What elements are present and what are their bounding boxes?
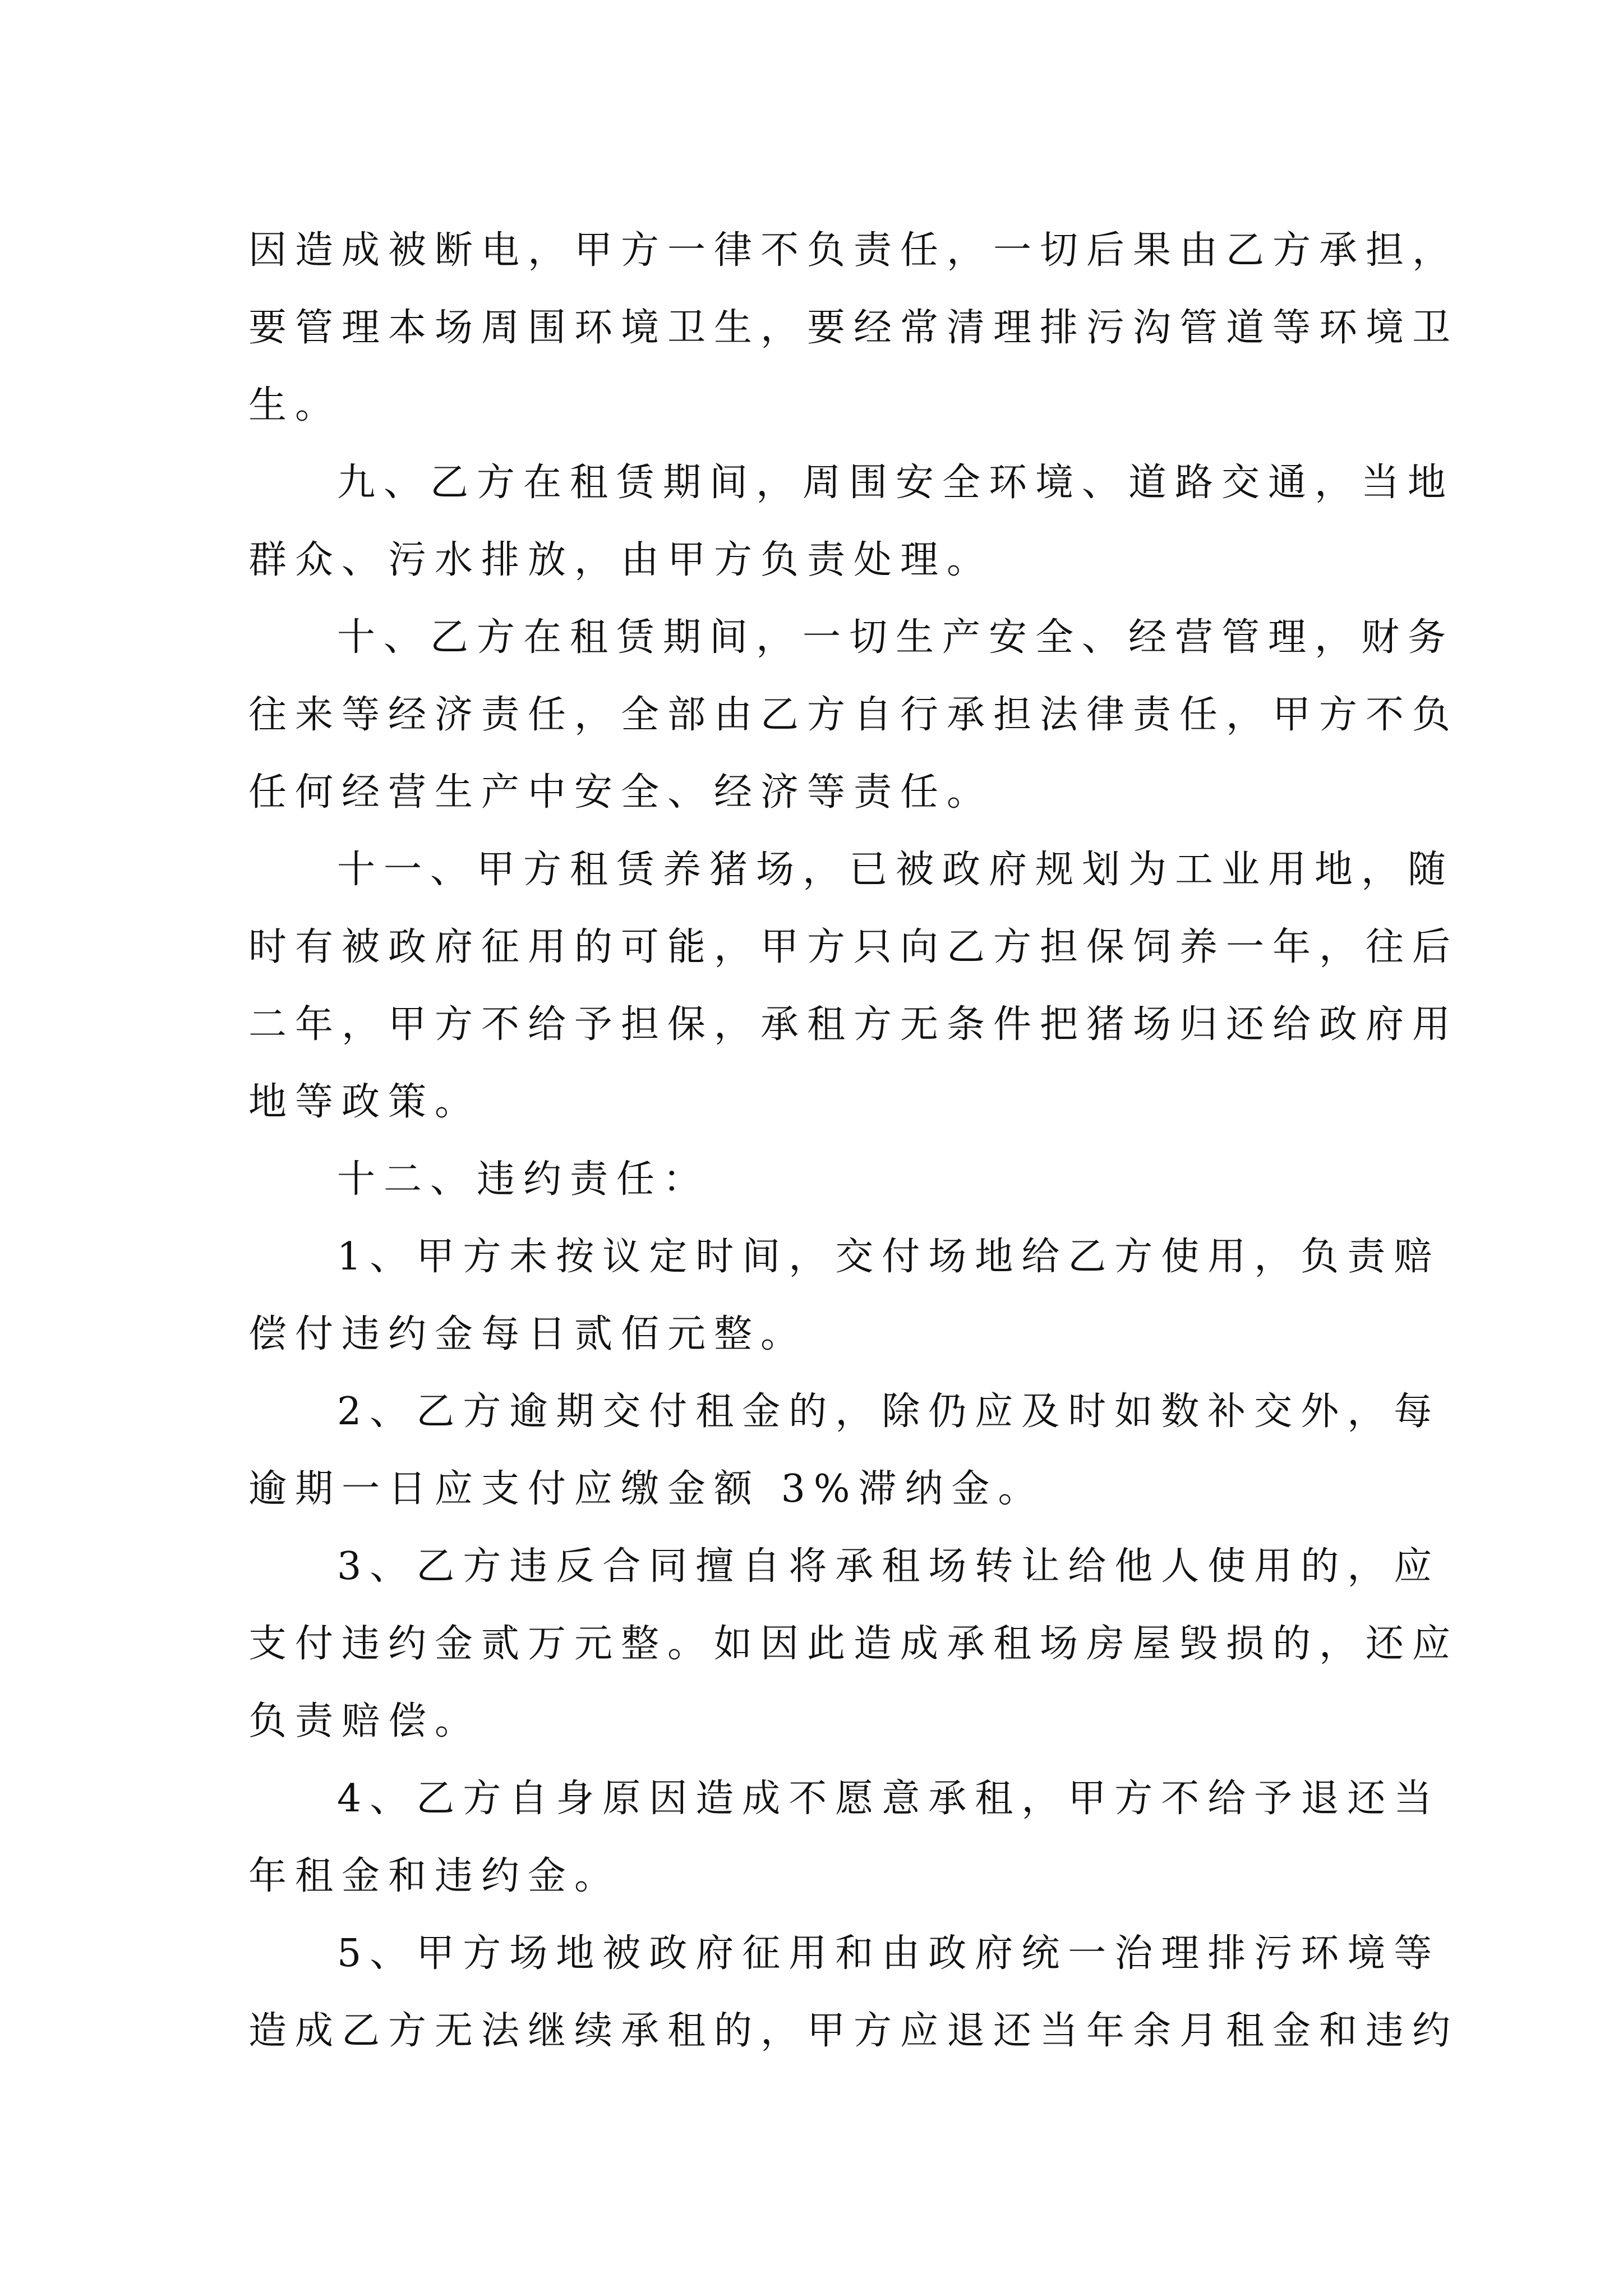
document-body	[248, 212, 1459, 2070]
paragraph-line: 1、甲方未按议定时间，交付场地给乙方使用，负责赔	[337, 1235, 1441, 1279]
paragraph-line: 逾期一日应支付应缴金额 3%滞纳金。	[248, 1467, 1045, 1511]
paragraph-line: 生。	[248, 383, 342, 427]
paragraph-clause-12-2	[248, 1373, 1441, 1528]
paragraph-line: 2、乙方逾期交付租金的，除仍应及时如数补交外，每	[337, 1389, 1441, 1434]
paragraph-continuation	[248, 212, 1459, 444]
paragraph-clause-9	[248, 444, 1455, 599]
paragraph-line: 5、甲方场地被政府征用和由政府统一治理排污环境等	[337, 1931, 1441, 1976]
paragraph-clause-10	[248, 599, 1459, 831]
paragraph-line: 群众、污水排放，由甲方负责处理。	[248, 538, 994, 582]
paragraph-line: 年租金和违约金。	[248, 1854, 621, 1898]
paragraph-line: 支付违约金贰万元整。如因此造成承租场房屋毁损的，还应	[248, 1622, 1459, 1666]
paragraph-line: 二年，甲方不给予担保，承租方无条件把猪场归还给政府用	[248, 1002, 1459, 1047]
paragraph-line: 因造成被断电，甲方一律不负责任，一切后果由乙方承担，	[248, 228, 1459, 273]
paragraph-clause-12-3	[248, 1528, 1459, 1760]
paragraph-line: 时有被政府征用的可能，甲方只向乙方担保饲养一年，往后	[248, 925, 1459, 969]
paragraph-clause-12-4	[248, 1760, 1441, 1915]
paragraph-line: 九、乙方在租赁期间，周围安全环境、道路交通，当地	[337, 461, 1455, 505]
paragraph-line: 地等政策。	[248, 1080, 482, 1124]
paragraph-clause-12-5	[248, 1915, 1459, 2070]
paragraph-line: 偿付违约金每日贰佰元整。	[248, 1312, 808, 1356]
paragraph-line: 要管理本场周围环境卫生，要经常清理排污沟管道等环境卫	[248, 306, 1459, 350]
paragraph-line: 十一、甲方租赁养猪场，已被政府规划为工业用地，随	[337, 848, 1455, 892]
paragraph-line: 负责赔偿。	[248, 1699, 482, 1743]
paragraph-line: 十、乙方在租赁期间，一切生产安全、经营管理，财务	[337, 615, 1455, 660]
paragraph-clause-12-heading	[248, 1141, 1380, 1218]
paragraph-line: 造成乙方无法继续承租的，甲方应退还当年余月租金和违约	[248, 2009, 1459, 2053]
paragraph-line: 3、乙方违反合同擅自将承租场转让给他人使用的，应	[337, 1544, 1441, 1589]
paragraph-line: 任何经营生产中安全、经济等责任。	[248, 770, 994, 815]
section-heading: 十二、违约责任：	[337, 1157, 710, 1202]
paragraph-line: 往来等经济责任，全部由乙方自行承担法律责任，甲方不负	[248, 693, 1459, 737]
paragraph-clause-12-1	[248, 1218, 1441, 1373]
paragraph-clause-11	[248, 831, 1459, 1141]
paragraph-line: 4、乙方自身原因造成不愿意承租，甲方不给予退还当	[337, 1777, 1441, 1821]
